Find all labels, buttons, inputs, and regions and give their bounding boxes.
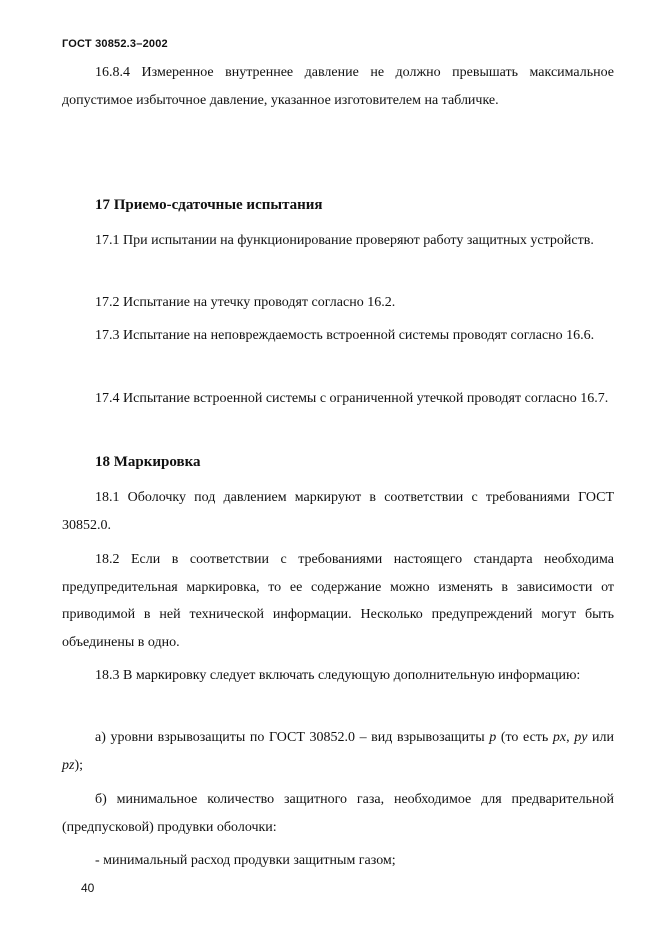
list-item-a-text-1: а) уровни взрывозащиты по ГОСТ 30852.0 – вид взрывозащиты [95,730,490,745]
list-item-a-text-3: , [566,730,575,745]
protection-type-px: px [552,730,567,745]
paragraph-17-1: 17.1 При испытании на функционирование проверяют работу защитных устройств. [95,233,594,248]
protection-type-py: py [574,730,588,745]
list-item-a-text-2: (то есть [496,730,553,745]
page-number: 40 [81,881,95,895]
paragraph-18-3: 18.3 В маркировку следует включать следующую дополнительную информацию: [95,668,581,683]
paragraph-18-1: 18.1 Оболочку под давлением маркируют в соответствии с требованиями ГОСТ 30852.0. [62,490,614,533]
section-heading-18: 18 Маркировка [95,454,201,470]
protection-type-p: р [489,730,497,745]
paragraph-17-2: 17.2 Испытание на утечку проводят согласно 16.2. [95,295,396,310]
paragraph-18-2: 18.2 Если в соответствии с требованиями настоящего стандарта необходима предупредительная маркировка, то ее содержание можно изменять в зависимости от приводимой в ней технической информации. Несколько предупреждений могут быть объединены в одно. [62,552,614,650]
paragraph-17-3: 17.3 Испытание на неповреждаемость встроенной системы проводят согласно 16.6. [95,328,595,343]
list-item-a-text-4: или [587,730,615,745]
list-item-a [62,724,614,779]
protection-type-pz: pz [62,757,75,773]
paragraph-17-4: 17.4 Испытание встроенной системы с ограниченной утечкой проводят согласно 16.7. [95,391,609,406]
list-item-b: б) минимальное количество защитного газа, необходимое для предварительной (предпусковой) продувки оболочки: [62,792,614,835]
list-item-dash: - минимальный расход продувки защитным газом; [95,853,396,868]
list-item-a-text-5: ); [74,757,84,773]
section-heading-17: 17 Приемо-сдаточные испытания [95,197,323,213]
paragraph-16-8-4: 16.8.4 Измеренное внутреннее давление не должно превышать максимальное допустимое избыточное давление, указанное изготовителем на табличке. [62,65,614,108]
running-header: ГОСТ 30852.3–2002 [62,38,168,50]
